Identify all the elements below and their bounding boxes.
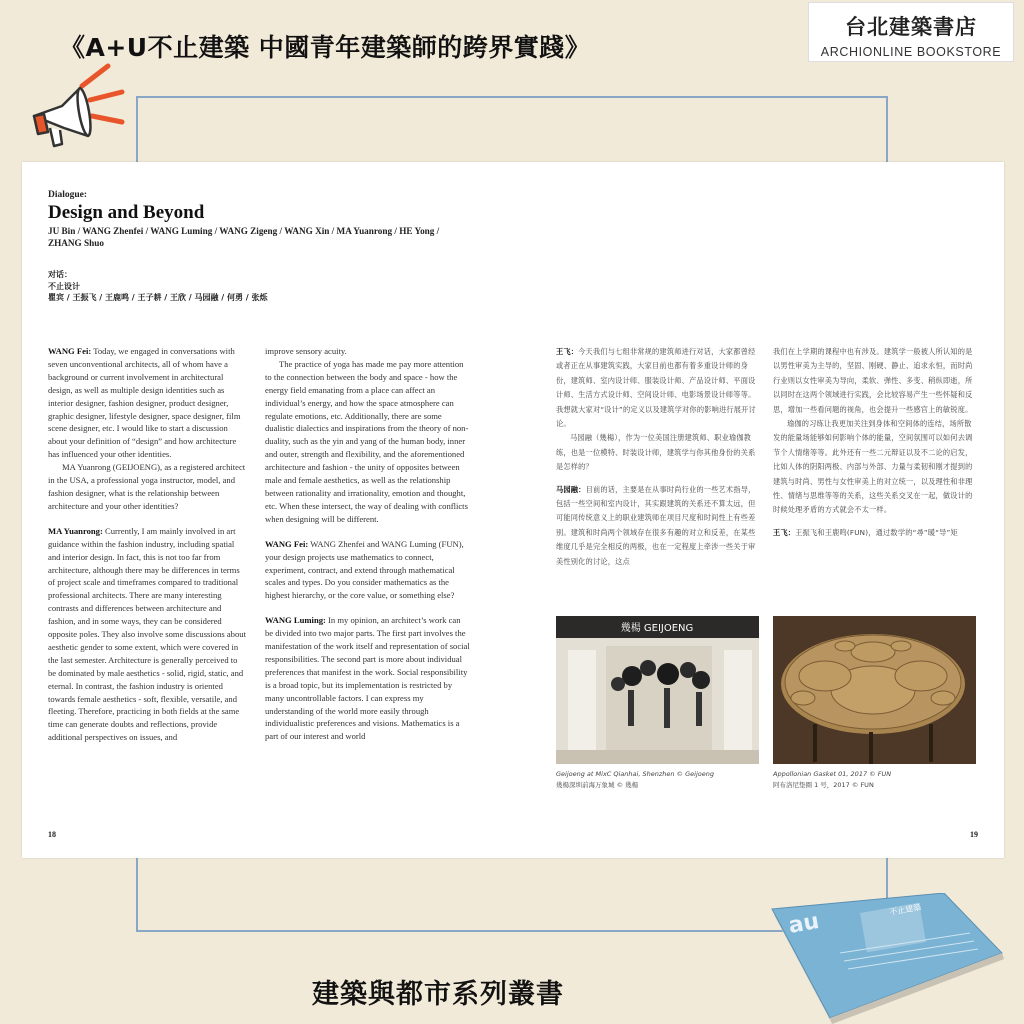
paragraph: 王飞：今天我们与七组非常规的建筑师进行对话，大家都曾经或者正在从事建筑实践，大家目前也都有着多重设计师的身份，建筑师、室内设计师、服装设计师、产品设计师、平面设计师、生活方式设计师、空间设计师、电影场景设计师等等。我想就大家对“设计”的定义以及建筑学对你的影响进行展开讨论。 <box>556 347 756 429</box>
cn-authors: 瞿宾 / 王振飞 / 王鹿鸣 / 王子耕 / 王欣 / 马园融 / 何勇 / 张烁 <box>48 293 268 302</box>
speaker: MA Yuanrong: <box>48 525 103 536</box>
caption-en: Appollonian Gasket 01, 2017 © FUN <box>773 770 892 778</box>
dialogue-label: Dialogue: <box>48 190 88 200</box>
caption-en: Geijoeng at MixC Qianhai, Shenzhen © Geijoeng <box>556 770 714 778</box>
table-photo <box>773 616 976 764</box>
book-title: 不止建築 <box>888 902 922 917</box>
text-column-1 <box>48 345 246 744</box>
paragraph: WANG Fei: WANG Zhenfei and WANG Luming (FUN), your design projects use mathematics to connect, experiment, contract, and extend through mathematical scales and types. Do you consider mathematics as the highest hierarchy, or the core value, or something else? <box>265 538 464 601</box>
series-title: 建築與都市系列叢書 <box>312 979 564 1010</box>
bookstore-name-en: ARCHIONLINE BOOKSTORE <box>820 45 1002 59</box>
book-logo: au <box>786 908 822 939</box>
article-authors: JU Bin / WANG Zhenfei / WANG Luming / WANG Zigeng / WANG Xin / MA Yuanrong / HE Yong / ZHANG Shuo <box>48 226 440 248</box>
paragraph: WANG Luming: In my opinion, an architect’s work can be divided into two major parts. The first part involves the manifestation of the work itself and representation of social responsibilities. The second part is more about individual preferences that manifest in the work. Social responsibility is a broad topic, but its implementation is restricted by many uncontrollable factors. I can express my understanding of the world more easily through individualistic preferences and visions. Mathematics is a part of our interest and world <box>265 615 470 742</box>
paragraph: 马园融（幾楊），作为一位美国注册建筑师、职业瑜伽教练，也是一位模特、时装设计师，建筑学与你其他身份的关系是怎样的？ <box>556 433 756 472</box>
paragraph: MA Yuanrong: Currently, I am mainly involved in art guidance within the fashion industry, including spatial and interior design. In fact, this is not too far from architecture, although there may be differences in terms of project scale and timeframes compared to traditional professional architects. There are many interesting contrasts and differences between architecture and fashion, and in some ways, they can be considered opposite poles. They also involve some discussions about aesthetic gender to some extent, which were covered in the last semester. Architecture is generally perceived to be dominated by male aesthetics - solid, rigid, static, and eternal. In contrast, the fashion industry is oriented towards female aesthetics - soft, flexible, versatile, and fleeting. Therefore, practicing in both fields at the same time can generate doubts and reflections, provide additional perspectives on issues, and <box>48 525 246 743</box>
page-number-right: 19 <box>970 830 978 839</box>
speaker: 王飞： <box>773 527 796 537</box>
bookstore-logo <box>808 2 1014 62</box>
paragraph: The practice of yoga has made me pay more attention to the connection between the body and space - how the energy field emanating from a place can affect an individual’s energy, and how the space atmosphere can regulate emotions, etc. Additionally, there are some dualistic dialectics and inspirations from the theory of non-duality, such as the yin and yang of the human body, inner and outer, strength and flexibility, and the aforementioned architecture and fashion - the unity of opposites between male and female aesthetics, as well as the relationship between rationality and irrationality, emotion and thought, etc. When these intersect, the way of dealing with conflicts when designing will be different. <box>265 358 469 524</box>
speaker: WANG Fei: <box>265 538 309 549</box>
cn-title: 不止设计 <box>48 281 80 291</box>
article-title: Design and Beyond <box>48 202 205 223</box>
photo-caption-2 <box>773 769 891 791</box>
paragraph: WANG Fei: Today, we engaged in conversations with seven unconventional architects, all of whom have a background or current involvement in architectural design, as well as multiple design identities such as interior designer, fashion designer, product designer, graphic designer, lifestyle designer, space designer, film scene designer, etc. I would like to start a discussion about your definition of “design” and how architecture has influenced your other identities. <box>48 346 241 460</box>
photo-caption-1 <box>556 769 714 791</box>
caption-cn: 阿布洛尼垫圈 1 号，2017 © FUN <box>773 781 874 789</box>
store-photo <box>556 616 759 764</box>
megaphone-icon <box>22 62 132 152</box>
speaker: WANG Fei: <box>48 346 92 356</box>
paragraph: 马园融：目前的话，主要是在从事时尚行业的一些艺术指导，包括一些空间和室内设计，其实跟建筑的关系还不算太远，但可能同传统意义上的职业建筑师在项目尺度和时间性上有些差别。建筑和时尚两个领域存在很多有趣的对立和反差，在某些维度几乎是完全相反的两极，也在一定程度上牵涉一些关于审美性别化的讨论，这点 <box>556 484 756 566</box>
speaker: 马园融： <box>556 484 586 494</box>
speaker: 王飞： <box>556 347 579 356</box>
store-sign: 幾楊 GEIJOENG <box>620 623 694 634</box>
book-spread <box>22 162 1004 858</box>
store-illustration <box>556 616 759 764</box>
text-column-4 <box>773 345 978 540</box>
paragraph: 王飞：王振飞和王鹿鸣(FUN)，通过数学的“尋”暖“导”矩 <box>773 527 958 537</box>
text-column-2 <box>265 345 470 743</box>
bookstore-name-zh: 台北建築書店 <box>845 15 977 39</box>
book-cover-image <box>770 893 1010 1024</box>
paragraph: MA Yuanrong (GEIJOENG), as a registered architect in the USA, a professional yoga instructor, model, and fashion designer, what is the relationship between architecture and your other identities? <box>48 462 246 511</box>
page-number-left: 18 <box>48 830 56 839</box>
caption-cn: 幾楊深圳前海万象城 © 幾楊 <box>556 781 639 789</box>
paragraph: 瑜伽的习练让我更加关注到身体和空间体的连结，场所散发的能量场能够如何影响个体的能量，空间氛围可以如何去调节个人情绪等等。此外还有一些二元辩证以及不二论的启发，比如人体的阴阳两极、内部与外部、力量与柔韧和刚才提到的建筑与时尚、男性与女性审美上的对立统一，以及理性和非理性、情绪与思维等等的关系，这些关系交叉在一起，做设计的时候处理矛盾的方式就会不太一样。 <box>773 419 973 515</box>
text-column-3 <box>556 345 758 569</box>
page-title: 《A+U不止建築 中國青年建築師的跨界實踐》 <box>60 33 591 62</box>
paragraph: improve sensory acuity. <box>265 346 347 356</box>
cn-label: 对话： <box>48 270 72 279</box>
cn-heading <box>48 269 267 304</box>
gasket-table-illustration <box>773 616 976 764</box>
paragraph: 我们在上学期的课程中也有涉及。建筑学一般被人所认知的是以男性审美为主导的，坚固、刚硬、静止、追求永恒，而时尚行业则以女性审美为导向，柔软、弹性、多变、稍纵即逝，所以同时在这两个领域进行实践，会比较容易产生一些怀疑和反思，增加一些看问题的视角，也会提升一些感官上的敏锐度。 <box>773 347 973 414</box>
speaker: WANG Luming: <box>265 615 326 626</box>
